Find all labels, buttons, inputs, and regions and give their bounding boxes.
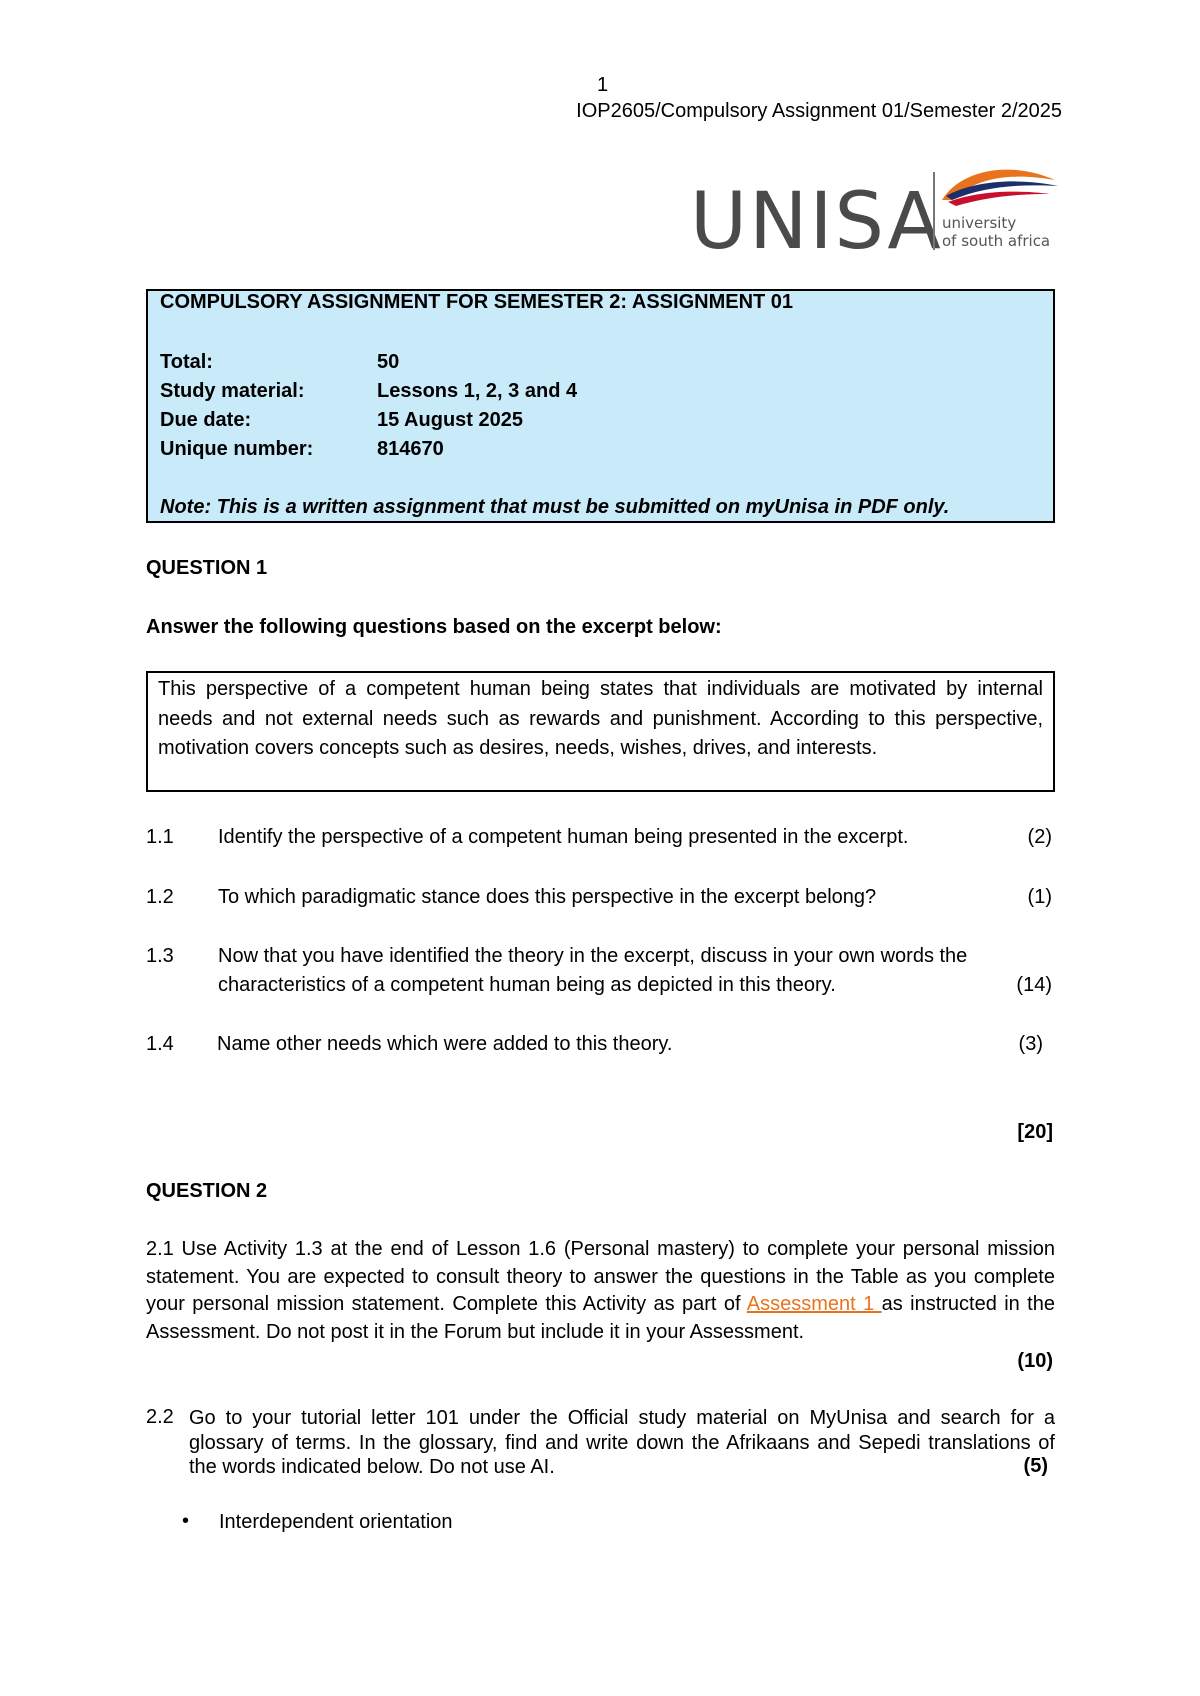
question-2-1-mark: (10) <box>1017 1350 1053 1372</box>
paragraph-text: 2.1 Use Activity 1.3 at the end of Lesson 1.6 (Personal mastery) to complete your personal mission statement. You are expected to consult theory to answer the questions in the Table as you complete your personal mission statement. Complete this Activity as part of <box>146 1238 1055 1315</box>
item-mark: (14) <box>1016 974 1052 996</box>
item-number: 1.2 <box>146 886 174 908</box>
item-number: 1.1 <box>146 826 174 848</box>
info-value: Lessons 1, 2, 3 and 4 <box>377 380 578 402</box>
item-text: Name other needs which were added to this theory. <box>217 1033 673 1055</box>
question-2-2-mark: (5) <box>1023 1455 1048 1477</box>
info-row-unique-number <box>160 438 444 461</box>
item-text: Now that you have identified the theory in the excerpt, discuss in your own words the <box>218 945 968 967</box>
assessment-1-link[interactable]: Assessment 1 <box>746 1293 882 1315</box>
info-value: 50 <box>377 351 400 373</box>
item-number: 1.3 <box>146 945 174 967</box>
info-row-due-date <box>160 409 523 432</box>
logo-tagline-2: of south africa <box>942 232 1051 250</box>
info-value: 15 August 2025 <box>377 409 523 431</box>
list-item: Interdependent orientation <box>219 1511 453 1533</box>
question-1-total: [20] <box>1017 1121 1053 1143</box>
item-mark: (3) <box>1018 1033 1043 1055</box>
item-mark: (2) <box>1027 826 1052 848</box>
info-label: Total: <box>160 351 213 373</box>
info-row-study-material <box>160 380 577 403</box>
question-item-1-2 <box>146 886 1055 916</box>
bullet-dot-icon: • <box>182 1510 190 1532</box>
paragraph-text-end: as instructed in the Assessment. Do not post it in the Forum but include it in your Assessment. <box>146 1293 1055 1343</box>
logo-tagline-1: university <box>942 214 1017 232</box>
assignment-info-box <box>146 289 1055 523</box>
question-2-heading: QUESTION 2 <box>146 1180 268 1202</box>
info-label: Unique number: <box>160 438 314 460</box>
unisa-logo <box>690 160 1060 260</box>
info-value: 814670 <box>377 438 444 460</box>
document-code: IOP2605/Compulsory Assignment 01/Semester 2/2025 <box>576 100 1062 122</box>
info-row-total <box>160 351 399 374</box>
item-number: 1.4 <box>146 1033 174 1055</box>
page-number: 1 <box>597 74 609 96</box>
assignment-title: COMPULSORY ASSIGNMENT FOR SEMESTER 2: ASSIGNMENT 01 <box>160 291 794 313</box>
item-text: Identify the perspective of a competent human being presented in the excerpt. <box>218 826 909 848</box>
excerpt-box: This perspective of a competent human being states that individuals are motivated by internal needs and not external needs such as rewards and punishment. According to this perspective, motivation covers concepts such as desires, needs, wishes, drives, and interests. <box>146 671 1055 792</box>
submission-note: Note: This is a written assignment that must be submitted on myUnisa in PDF only. <box>160 496 950 518</box>
question-1-heading: QUESTION 1 <box>146 557 268 579</box>
item-text-continued: characteristics of a competent human being as depicted in this theory. <box>218 974 836 996</box>
item-text: To which paradigmatic stance does this perspective in the excerpt belong? <box>218 886 877 908</box>
item-number: 2.2 <box>146 1406 174 1428</box>
logo-wordmark: UNISA <box>690 177 943 260</box>
info-label: Study material: <box>160 380 305 402</box>
item-mark: (1) <box>1027 886 1052 908</box>
info-label: Due date: <box>160 409 252 431</box>
question-item-1-1 <box>146 826 1055 856</box>
question-1-instruction: Answer the following questions based on the excerpt below: <box>146 616 722 638</box>
question-item-1-3 <box>146 945 1055 1005</box>
question-2-1-paragraph <box>146 1236 1055 1346</box>
item-text: Go to your tutorial letter 101 under the Official study material on MyUnisa and search for a glossary of terms. In the glossary, find and write down the Afrikaans and Sepedi translations of the words indicated below. Do not use AI. <box>189 1407 1055 1478</box>
question-item-1-4 <box>146 1033 1055 1063</box>
